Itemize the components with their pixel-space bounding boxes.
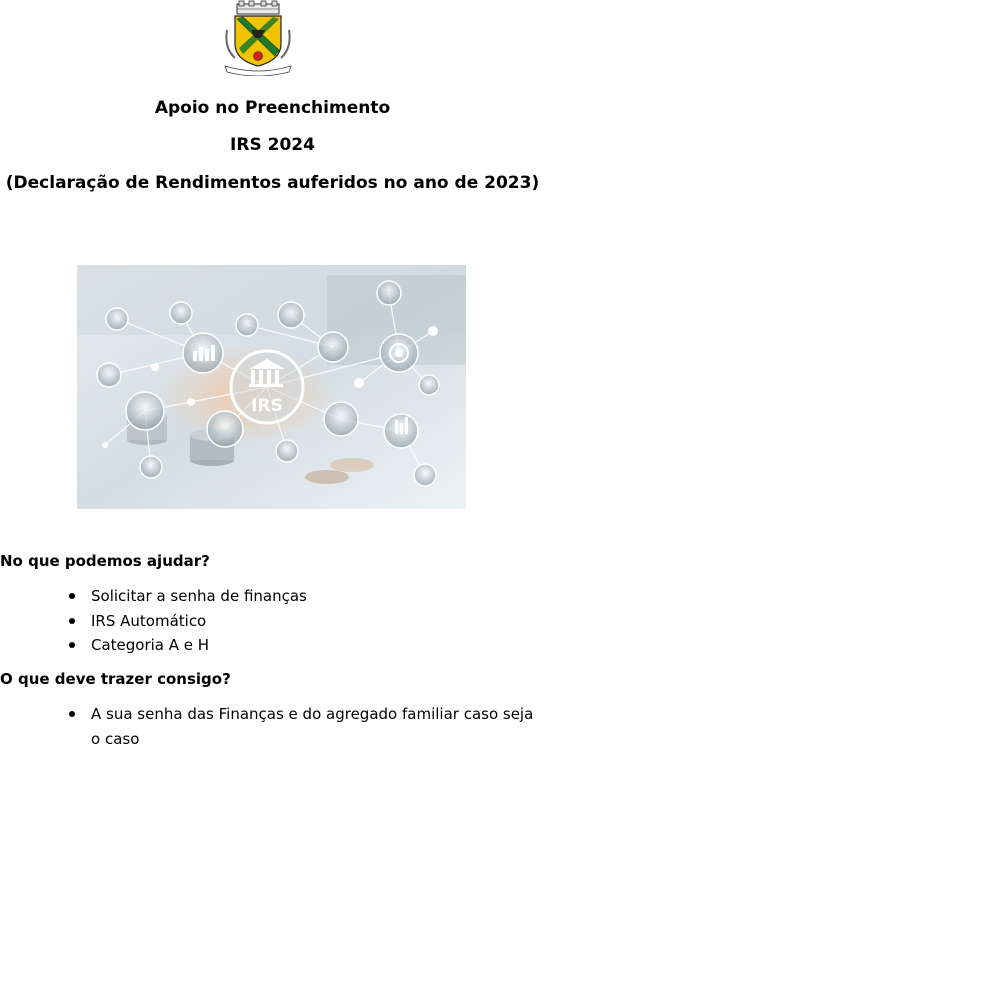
irs-center-label: IRS <box>251 396 283 416</box>
gear-icon <box>419 375 439 395</box>
coat-of-arms-icon <box>221 0 295 76</box>
calculator-icon <box>207 411 243 447</box>
globe-icon <box>276 440 298 462</box>
page-subtitle-year: IRS 2024 <box>230 135 315 155</box>
checkmark-icon <box>170 302 192 324</box>
page-subtitle-description: (Declaração de Rendimentos auferidos no ano de 2023) <box>5 173 540 193</box>
coat-of-arms-logo <box>221 0 295 76</box>
bring-section-heading: O que deve trazer consigo? <box>0 670 231 688</box>
list-item: Solicitar a senha de finanças <box>0 584 545 609</box>
bring-list <box>0 702 545 751</box>
list-item: Categoria A e H <box>0 633 545 658</box>
search-icon <box>377 281 401 305</box>
page-title: Apoio no Preenchimento <box>154 98 391 118</box>
list-item: A sua senha das Finanças e do agregado familiar caso seja o caso <box>0 702 541 751</box>
list-item: IRS Automático <box>0 609 545 634</box>
document-icon <box>126 392 164 430</box>
help-list <box>0 584 545 658</box>
irs-hero-image <box>77 265 466 509</box>
help-section-heading: No que podemos ajudar? <box>0 552 210 570</box>
